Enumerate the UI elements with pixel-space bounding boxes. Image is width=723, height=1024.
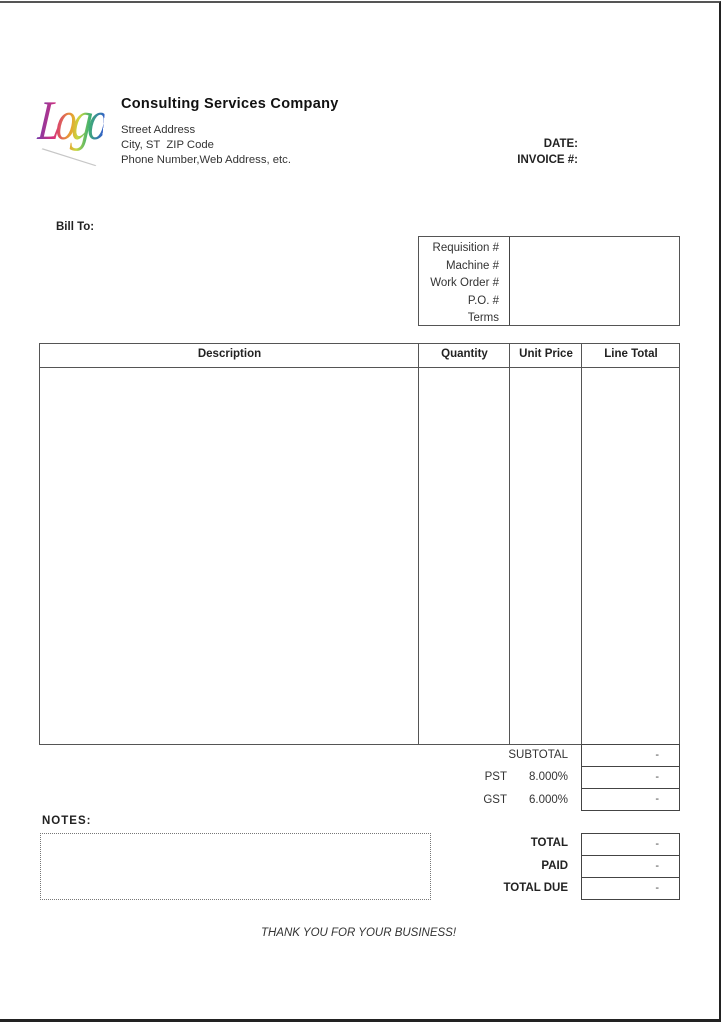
header-line-total: Line Total [604, 348, 658, 360]
gst-label: GST [483, 794, 507, 806]
paid-value[interactable]: - [582, 856, 679, 878]
rainbow-logo-icon: Logo [35, 86, 108, 156]
date-label: DATE: [543, 138, 578, 150]
terms-label: Terms [467, 312, 499, 325]
description-column[interactable] [40, 344, 419, 744]
total-due-value: - [655, 882, 659, 894]
reference-fields-box [418, 236, 680, 326]
subtotal-label: SUBTOTAL [508, 749, 568, 761]
work-order-label: Work Order # [430, 277, 499, 290]
notes-label: NOTES: [42, 815, 92, 827]
header-quantity: Quantity [441, 348, 488, 360]
paid-label: PAID [541, 860, 568, 872]
company-name: Consulting Services Company [121, 96, 339, 112]
thank-you-message [0, 927, 723, 939]
pst-value: - [582, 767, 679, 789]
line-total-column[interactable] [582, 344, 680, 744]
totals-values-box [581, 833, 680, 900]
reference-values-field[interactable] [510, 237, 679, 325]
city-state-zip: City, ST ZIP Code [121, 139, 214, 151]
po-label: P.O. # [467, 294, 499, 307]
machine-label: Machine # [445, 259, 499, 272]
thank-you-text: THANK YOU FOR YOUR BUSINESS! [260, 927, 457, 939]
total-value: - [582, 834, 679, 856]
summary-values-box [581, 744, 680, 811]
invoice-number-label: INVOICE #: [517, 154, 578, 166]
pst-label: PST [484, 771, 507, 783]
total-label: TOTAL [530, 837, 568, 849]
header-description: Description [197, 348, 262, 360]
pst-rate: 8.000% [528, 771, 568, 783]
subtotal-value: - [582, 745, 679, 767]
street-address: Street Address [121, 124, 196, 136]
bill-to-label: Bill To: [56, 221, 95, 233]
company-logo [35, 86, 112, 166]
table-header-row [40, 344, 679, 368]
contact-info: Phone Number,Web Address, etc. [121, 154, 291, 166]
gst-rate: 6.000% [528, 794, 568, 806]
total-due-label: TOTAL DUE [503, 882, 568, 894]
unit-price-column[interactable] [510, 344, 582, 744]
notes-field[interactable] [40, 833, 431, 900]
reference-labels [419, 237, 510, 325]
requisition-label: Requisition # [432, 242, 499, 254]
header-unit-price: Unit Price [519, 348, 573, 360]
line-items-table [39, 343, 680, 745]
quantity-column[interactable] [419, 344, 510, 744]
gst-value: - [655, 793, 659, 805]
company-address [121, 123, 291, 168]
